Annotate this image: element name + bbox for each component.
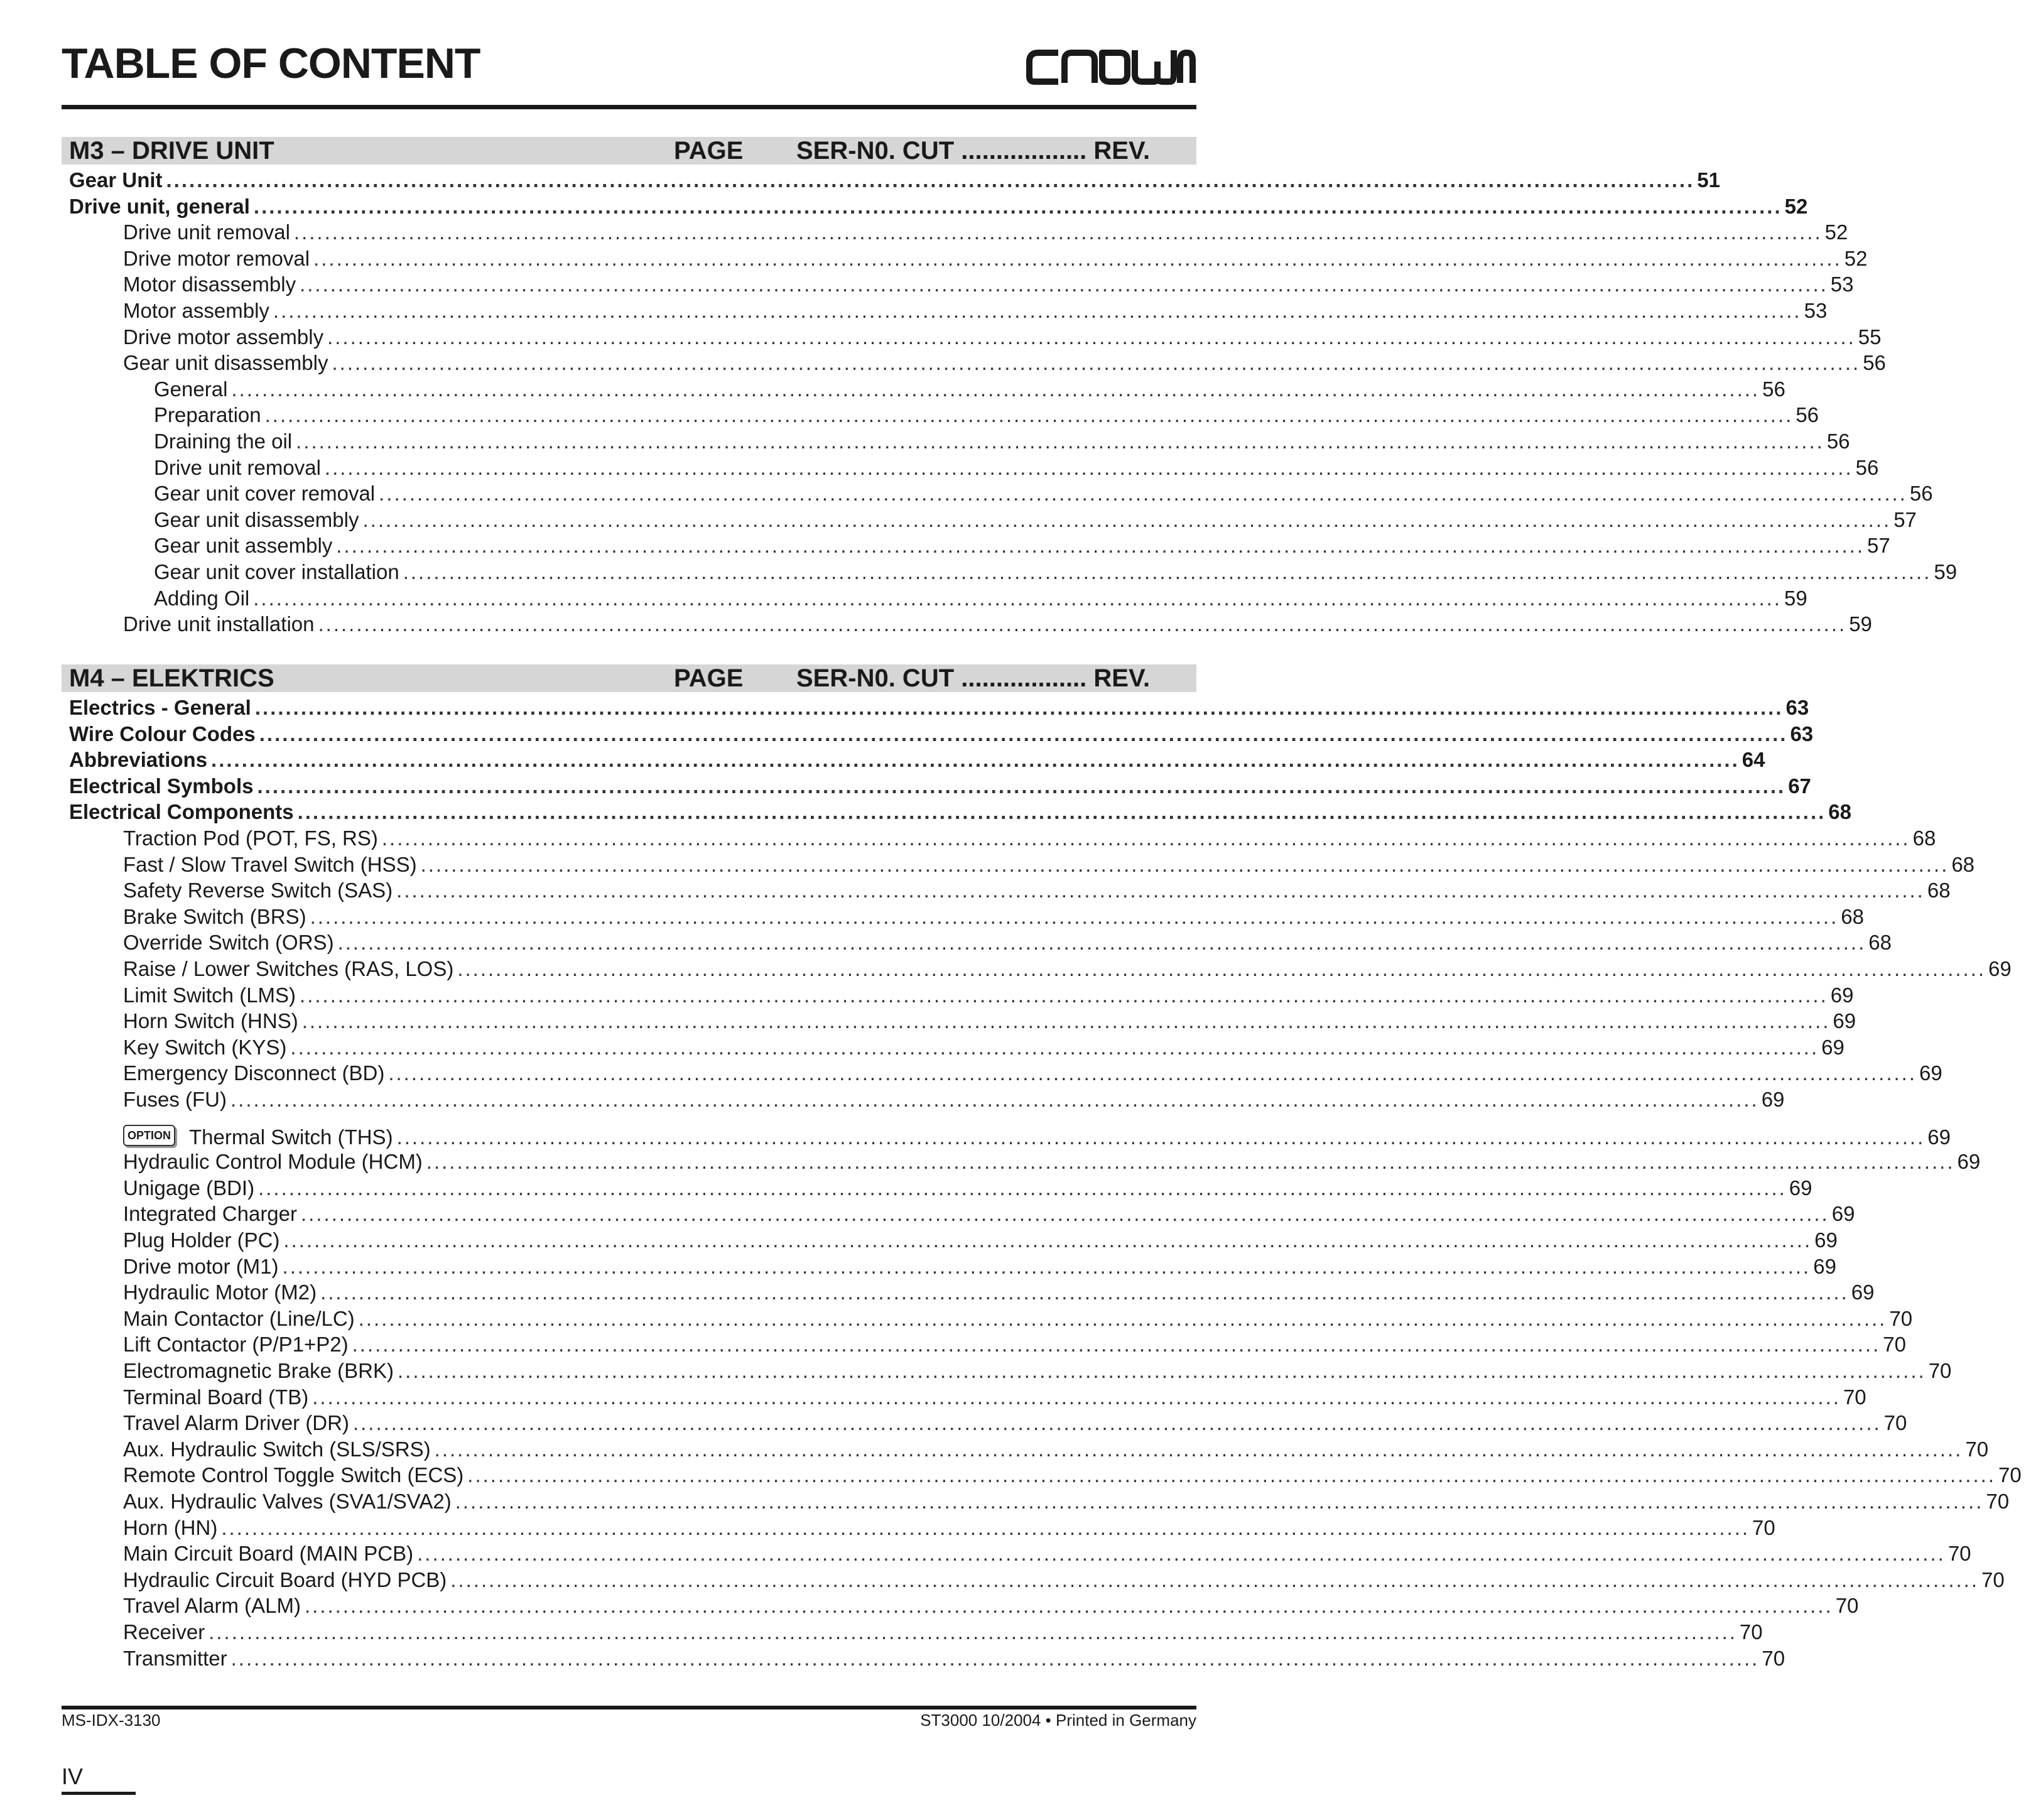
toc-entry-label — [123, 324, 323, 350]
footer-rule — [62, 1706, 1196, 1709]
toc-entry — [154, 455, 1879, 480]
toc-entry-label — [154, 428, 292, 454]
dot-leader: ........................................................................................................................................................................................................ — [273, 299, 1802, 322]
crown-logo — [1026, 45, 1196, 87]
toc-entry-text: Terminal Board (TB) — [123, 1385, 309, 1409]
dot-leader: ........................................................................................................................................................................................................ — [332, 351, 1861, 375]
toc-entry — [123, 219, 1848, 245]
toc-entry-page: 69 — [1919, 1061, 1942, 1085]
toc-entry-text: Key Switch (KYS) — [123, 1035, 287, 1059]
toc-entry-text: Travel Alarm Driver (DR) — [123, 1411, 349, 1435]
toc-entry-label — [123, 219, 290, 245]
toc-entry — [154, 376, 1785, 402]
dot-leader: ........................................................................................................................................................................................................ — [253, 586, 1782, 610]
toc-entry — [123, 1306, 1913, 1331]
dot-leader: ........................................................................................................................................................................................................ — [221, 1515, 1750, 1539]
toc-entry — [154, 533, 1890, 558]
toc-entry — [123, 1619, 1763, 1645]
toc-entry-label — [69, 747, 207, 772]
toc-entry-page: 69 — [1831, 1202, 1855, 1226]
dot-leader: ........................................................................................................................................................................................................ — [254, 696, 1784, 719]
toc-entry-page: 55 — [1858, 325, 1882, 349]
toc-entry-label — [123, 1645, 227, 1671]
toc-entry-text: Horn Switch (HNS) — [123, 1009, 298, 1033]
toc-entry-text: Drive unit installation — [123, 612, 315, 636]
toc-entry-label — [123, 1462, 463, 1488]
dot-leader: ........................................................................................................................................................................................................ — [336, 534, 1865, 558]
toc-entry-page: 69 — [1988, 957, 2012, 980]
dot-leader: ........................................................................................................................................................................................................ — [352, 1411, 1882, 1435]
toc-entry — [69, 747, 1765, 772]
toc-entry — [154, 402, 1819, 428]
toc-entry-page: 68 — [1927, 879, 1951, 902]
ser-no-cut-rev-label: SER-N0. CUT .................. REV. — [796, 137, 1151, 165]
toc-entry-page: 70 — [1965, 1437, 1989, 1461]
toc-entry-text: Drive motor removal — [123, 246, 310, 270]
toc-entry-text: Electrics - General — [69, 696, 251, 719]
toc-entry-label — [123, 1488, 452, 1514]
toc-entry-text: General — [154, 377, 228, 401]
toc-entry-page: 69 — [1813, 1254, 1836, 1278]
toc-entry-label — [123, 1201, 297, 1227]
dot-leader: ........................................................................................................................................................................................................ — [211, 748, 1740, 772]
toc-entry-page: 68 — [1828, 800, 1852, 824]
toc-entry-text: Gear unit assembly — [154, 534, 333, 558]
toc-entry-label — [69, 193, 250, 219]
toc-entry-label — [123, 929, 334, 955]
toc-entry-page: 57 — [1867, 534, 1890, 558]
toc-entry-page: 69 — [1830, 983, 1854, 1007]
toc-entry — [123, 1488, 2010, 1514]
toc-entry-page: 56 — [1863, 351, 1886, 375]
toc-entry-label — [123, 1384, 308, 1410]
toc-entry-page: 59 — [1849, 612, 1872, 636]
toc-entry-page: 69 — [1761, 1088, 1785, 1111]
toc-entry-page: 69 — [1814, 1228, 1838, 1252]
toc-entry-page: 68 — [1951, 852, 1975, 876]
toc-entry-page: 52 — [1784, 194, 1808, 218]
toc-entry-label — [154, 455, 321, 480]
toc-entry-text: Gear unit disassembly — [154, 507, 359, 531]
toc-entry — [154, 507, 1917, 533]
dot-leader: ........................................................................................................................................................................................................ — [300, 273, 1828, 296]
toc-entry-page: 70 — [1752, 1515, 1775, 1539]
dot-leader: ........................................................................................................................................................................................................ — [209, 1620, 1737, 1644]
toc-entry-label — [123, 1008, 298, 1034]
toc-entry — [123, 1227, 1838, 1253]
toc-entry-text: Drive unit removal — [154, 455, 321, 479]
toc-entry-text: Draining the oil — [154, 430, 293, 453]
toc-entry-text: Fast / Slow Travel Switch (HSS) — [123, 852, 417, 876]
dot-leader: ........................................................................................................................................................................................................ — [397, 1359, 1926, 1382]
toc-entry-page: 70 — [1739, 1620, 1763, 1644]
document-id: MS-IDX-3130 — [62, 1711, 161, 1730]
toc-entry-text: Remote Control Toggle Switch (ECS) — [123, 1463, 464, 1487]
dot-leader: ........................................................................................................................................................................................................ — [396, 1125, 1926, 1149]
toc-entry-label — [123, 1060, 384, 1086]
toc-entry-page: 70 — [1835, 1594, 1859, 1618]
section-m3-drive-unit — [62, 137, 1958, 636]
toc-entry — [123, 1175, 1812, 1201]
section-header — [62, 137, 1196, 165]
dot-leader: ........................................................................................................................................................................................................ — [379, 482, 1907, 506]
section-title: M4 – ELEKTRICS — [69, 664, 274, 692]
toc-entry-page: 69 — [1821, 1035, 1845, 1059]
toc-entry-text: Brake Switch (BRS) — [123, 904, 306, 928]
toc-entry-text: Electrical Components — [69, 800, 294, 824]
dot-leader: ........................................................................................................................................................................................................ — [300, 983, 1828, 1007]
toc-entry — [154, 480, 1933, 506]
dot-leader: ........................................................................................................................................................................................................ — [320, 1281, 1849, 1304]
dot-leader: ........................................................................................................................................................................................................ — [301, 1202, 1829, 1226]
toc-entry-text: Gear unit cover installation — [154, 560, 399, 583]
toc-entry-text: Gear Unit — [69, 168, 163, 192]
toc-entry — [123, 1567, 2005, 1593]
toc-entry-text: Drive motor assembly — [123, 325, 324, 349]
toc-entry — [123, 1279, 1875, 1305]
toc-entry-page: 70 — [1928, 1359, 1952, 1382]
page-column-label: PAGE — [674, 137, 744, 165]
toc-entry-label — [123, 982, 296, 1008]
toc-entry-label — [123, 1254, 279, 1279]
toc-entry-label — [69, 167, 163, 193]
toc-entry-label — [123, 1034, 286, 1060]
toc-entry-label — [123, 877, 393, 903]
toc-entry-page: 56 — [1796, 403, 1819, 427]
toc-entry-page: 53 — [1804, 299, 1828, 322]
toc-entry-text: Drive unit removal — [123, 220, 290, 244]
toc-entry — [123, 1515, 1775, 1541]
toc-entry-page: 52 — [1844, 246, 1868, 270]
toc-entry-label — [123, 1567, 447, 1593]
toc-entry-label — [123, 956, 453, 982]
toc-entry — [154, 428, 1850, 454]
toc-entry — [123, 1254, 1836, 1279]
dot-leader: ........................................................................................................................................................................................................ — [434, 1437, 1963, 1461]
toc-entry-label — [123, 1593, 301, 1618]
toc-entry-page: 69 — [1789, 1176, 1812, 1200]
toc-entry-label — [123, 298, 269, 323]
toc-entry-page: 56 — [1826, 430, 1850, 453]
toc-entry-text: Motor disassembly — [123, 273, 296, 296]
header-rule — [62, 105, 1196, 109]
dot-leader: ........................................................................................................................................................................................................ — [293, 220, 1823, 244]
toc-entry-page: 69 — [1851, 1281, 1875, 1304]
toc-entry-page: 70 — [1762, 1646, 1785, 1670]
toc-entry-label — [154, 559, 399, 585]
toc-entry — [69, 193, 1808, 219]
toc-entry-page: 56 — [1762, 377, 1785, 401]
toc-entry — [123, 1384, 1866, 1410]
dot-leader: ........................................................................................................................................................................................................ — [396, 879, 1925, 902]
toc-entry-text: Main Circuit Board (MAIN PCB) — [123, 1542, 414, 1566]
toc-entry-text: Lift Contactor (P/P1+P2) — [123, 1333, 349, 1357]
toc-entry-label — [123, 852, 417, 877]
toc-entry — [123, 982, 1854, 1008]
toc-entry — [123, 1358, 1952, 1384]
page-number: IV — [62, 1763, 84, 1789]
toc-entry-label — [123, 1541, 413, 1566]
toc-entry-label — [154, 376, 227, 402]
toc-entry-page: 59 — [1784, 586, 1807, 610]
toc-entry — [123, 350, 1886, 376]
toc-entry-page: 56 — [1909, 482, 1933, 506]
toc-entry-text: Raise / Lower Switches (RAS, LOS) — [123, 957, 454, 980]
toc-entry — [69, 799, 1852, 825]
section-m4-elektrics — [62, 664, 2022, 1670]
toc-entry-text: Limit Switch (LMS) — [123, 983, 296, 1007]
toc-entry-text: Traction Pod (POT, FS, RS) — [123, 826, 378, 850]
toc-entry — [123, 1086, 1785, 1112]
dot-leader: ........................................................................................................................................................................................................ — [296, 430, 1824, 453]
toc-entry — [123, 1645, 1785, 1671]
toc-entry-page: 70 — [1843, 1385, 1866, 1409]
dot-leader: ........................................................................................................................................................................................................ — [318, 612, 1847, 636]
toc-entry-page: 70 — [1883, 1333, 1907, 1357]
toc-entry-page: 52 — [1824, 220, 1848, 244]
toc-entry-text: Hydraulic Motor (M2) — [123, 1281, 317, 1304]
toc-entry-text: Preparation — [154, 403, 261, 427]
toc-entry-page: 70 — [1947, 1542, 1971, 1566]
toc-entry-page: 70 — [1986, 1490, 2010, 1513]
toc-entry — [123, 1060, 1942, 1086]
toc-entry-label — [69, 799, 294, 825]
toc-entry-label — [123, 1227, 279, 1253]
dot-leader: ........................................................................................................................................................................................................ — [362, 507, 1892, 531]
toc-entry-text: Gear unit cover removal — [154, 482, 376, 506]
toc-entry-text: Travel Alarm (ALM) — [123, 1594, 301, 1618]
dot-leader: ........................................................................................................................................................................................................ — [304, 1594, 1833, 1618]
toc-entry-label — [154, 402, 261, 428]
toc-entry-label — [123, 1175, 254, 1201]
option-badge-icon: OPTION — [123, 1125, 175, 1146]
page-column-label: PAGE — [674, 664, 744, 692]
ser-no-cut-rev-label: SER-N0. CUT .................. REV. — [796, 664, 1151, 692]
toc-entry-page: 59 — [1934, 560, 1958, 583]
toc-entry — [123, 324, 1882, 350]
toc-entry-label — [123, 1436, 431, 1462]
dot-leader: ........................................................................................................................................................................................................ — [381, 826, 1910, 850]
toc-entry-label — [123, 1515, 217, 1541]
toc-entry — [154, 559, 1958, 585]
print-info: ST3000 10/2004 • Printed in Germany — [920, 1711, 1196, 1730]
dot-leader: ........................................................................................................................................................................................................ — [258, 1176, 1787, 1200]
toc-entry — [123, 852, 1975, 877]
dot-leader: ........................................................................................................................................................................................................ — [301, 1009, 1831, 1033]
dot-leader: ........................................................................................................................................................................................................ — [312, 1385, 1841, 1409]
toc-entry-text: Receiver — [123, 1620, 205, 1644]
dot-leader: ........................................................................................................................................................................................................ — [166, 168, 1695, 192]
toc-entry — [123, 877, 1951, 903]
toc-entry-label — [154, 585, 249, 611]
toc-entry-page: 63 — [1790, 722, 1814, 745]
dot-leader: ........................................................................................................................................................................................................ — [259, 722, 1788, 745]
toc-entry-text: Horn (HN) — [123, 1515, 218, 1539]
dot-leader: ........................................................................................................................................................................................................ — [257, 774, 1786, 798]
dot-leader: ........................................................................................................................................................................................................ — [283, 1228, 1812, 1252]
toc-entry-label — [154, 507, 359, 533]
toc-entry-text: Transmitter — [123, 1646, 227, 1670]
toc-entry-label — [154, 533, 332, 558]
toc-entry-label — [123, 611, 314, 637]
toc-entry-page: 64 — [1742, 748, 1765, 772]
toc-entry-text: Unigage (BDI) — [123, 1176, 255, 1200]
toc-entry-page: 56 — [1855, 455, 1879, 479]
toc-entry-text: Safety Reverse Switch (SAS) — [123, 879, 393, 902]
toc-entry — [69, 167, 1720, 193]
toc-entry-label — [123, 1358, 394, 1384]
toc-entry-label — [123, 1149, 423, 1174]
toc-entry-page: 70 — [1981, 1568, 2005, 1591]
toc-entry-page: 51 — [1697, 168, 1720, 192]
toc-entry-page: 70 — [1998, 1463, 2022, 1487]
toc-entry-text: Gear unit disassembly — [123, 351, 328, 375]
dot-leader: ........................................................................................................................................................................................................ — [310, 904, 1839, 928]
toc-entry-text: Motor assembly — [123, 299, 269, 322]
dot-leader: ........................................................................................................................................................................................................ — [327, 325, 1856, 349]
dot-leader: ........................................................................................................................................................................................................ — [450, 1568, 1979, 1591]
toc-entry — [123, 611, 1872, 637]
toc-entry-label — [123, 904, 306, 929]
dot-leader: ........................................................................................................................................................................................................ — [264, 403, 1794, 427]
toc-entry — [123, 1593, 1859, 1618]
toc-entry-text: Electromagnetic Brake (BRK) — [123, 1359, 394, 1382]
toc-entry-label — [123, 1306, 355, 1331]
toc-entry-label — [69, 773, 253, 799]
toc-entry-text: Main Contactor (Line/LC) — [123, 1306, 355, 1330]
toc-entry-text: Override Switch (ORS) — [123, 931, 334, 955]
toc-entry — [123, 271, 1854, 297]
toc-entry-label — [123, 1086, 227, 1112]
dot-leader: ........................................................................................................................................................................................................ — [297, 800, 1826, 824]
dot-leader: ........................................................................................................................................................................................................ — [455, 1490, 1984, 1513]
dot-leader: ........................................................................................................................................................................................................ — [358, 1306, 1887, 1330]
toc-entry — [69, 721, 1814, 747]
toc-entry — [123, 1149, 1981, 1174]
dot-leader: ........................................................................................................................................................................................................ — [352, 1333, 1881, 1357]
toc-entry — [123, 929, 1892, 955]
toc-entry — [123, 1410, 1907, 1436]
toc-entry-text: Aux. Hydraulic Valves (SVA1/SVA2) — [123, 1490, 452, 1513]
toc-entry — [123, 904, 1864, 929]
toc-entry-label — [123, 1124, 393, 1151]
toc-entry-text: Aux. Hydraulic Switch (SLS/SRS) — [123, 1437, 431, 1461]
section-header — [62, 664, 1196, 692]
toc-entry-text: Plug Holder (PC) — [123, 1228, 280, 1252]
dot-leader: ........................................................................................................................................................................................................ — [230, 1646, 1760, 1670]
dot-leader: ........................................................................................................................................................................................................ — [467, 1463, 1996, 1487]
toc-entry-page: 70 — [1889, 1306, 1913, 1330]
toc-entry — [123, 1008, 1856, 1034]
toc-entry-page: 63 — [1785, 696, 1809, 719]
dot-leader: ........................................................................................................................................................................................................ — [324, 455, 1853, 479]
toc-entry-page: 69 — [1833, 1009, 1856, 1033]
dot-leader: ........................................................................................................................................................................................................ — [337, 931, 1866, 955]
dot-leader: ........................................................................................................................................................................................................ — [420, 852, 1949, 876]
dot-leader: ........................................................................................................................................................................................................ — [417, 1542, 1946, 1566]
toc-entry-text: Fuses (FU) — [123, 1088, 227, 1111]
dot-leader: ........................................................................................................................................................................................................ — [230, 1088, 1759, 1111]
toc-entry — [123, 1034, 1845, 1060]
toc-entry-page: 68 — [1841, 904, 1864, 928]
page-number-rule — [62, 1792, 136, 1795]
toc-entry-page: 67 — [1788, 774, 1811, 798]
toc-entry — [123, 825, 1936, 851]
toc-entry-label — [123, 271, 296, 297]
toc-entry-text: Thermal Switch (THS) — [189, 1125, 393, 1149]
toc-entry — [154, 585, 1807, 611]
toc-entry-label — [69, 721, 256, 747]
toc-entry-text: Wire Colour Codes — [69, 722, 256, 745]
toc-entry-text: Abbreviations — [69, 748, 208, 772]
toc-entry-text: Drive unit, general — [69, 194, 250, 218]
toc-entry-text: Electrical Symbols — [69, 774, 254, 798]
toc-entry — [69, 773, 1811, 799]
toc-entry — [123, 1124, 1951, 1150]
toc-entry — [69, 695, 1809, 720]
toc-entry-label — [154, 480, 375, 506]
dot-leader: ........................................................................................................................................................................................................ — [290, 1035, 1819, 1059]
toc-entry-label — [123, 825, 378, 851]
toc-entry-label — [123, 1331, 349, 1357]
toc-entry-label — [123, 1410, 349, 1436]
page-title: TABLE OF CONTENT — [62, 40, 480, 87]
dot-leader: ........................................................................................................................................................................................................ — [282, 1254, 1811, 1278]
toc-entry-text: Hydraulic Control Module (HCM) — [123, 1150, 423, 1174]
toc-entry — [123, 1331, 1907, 1357]
toc-entry-text: Emergency Disconnect (BD) — [123, 1061, 385, 1085]
toc-entry-text: Adding Oil — [154, 586, 250, 610]
toc-entry-label — [123, 246, 310, 271]
toc-entry-page: 69 — [1957, 1150, 1981, 1174]
toc-entry-text: Hydraulic Circuit Board (HYD PCB) — [123, 1568, 447, 1591]
dot-leader: ........................................................................................................................................................................................................ — [403, 560, 1932, 583]
dot-leader: ........................................................................................................................................................................................................ — [388, 1061, 1917, 1085]
toc-entry-label — [123, 1279, 317, 1305]
dot-leader: ........................................................................................................................................................................................................ — [457, 957, 1986, 980]
dot-leader: ........................................................................................................................................................................................................ — [313, 246, 1842, 270]
toc-entry — [123, 298, 1828, 323]
toc-entry — [123, 1201, 1855, 1227]
toc-entry — [123, 1462, 2022, 1488]
toc-entry-label — [123, 1619, 205, 1645]
toc-entry-page: 68 — [1868, 931, 1892, 955]
toc-entry-page: 69 — [1927, 1125, 1951, 1149]
toc-entry-label — [69, 695, 251, 720]
toc-entry-page: 70 — [1883, 1411, 1907, 1435]
toc-entry-text: Integrated Charger — [123, 1202, 298, 1226]
section-title: M3 – DRIVE UNIT — [69, 137, 274, 165]
dot-leader: ........................................................................................................................................................................................................ — [231, 377, 1760, 401]
toc-entry — [123, 1541, 1971, 1566]
toc-entry-label — [123, 350, 328, 376]
toc-entry-text: Drive motor (M1) — [123, 1254, 279, 1278]
toc-entry — [123, 956, 2012, 982]
dot-leader: ........................................................................................................................................................................................................ — [426, 1150, 1955, 1174]
toc-entry — [123, 246, 1868, 271]
toc-entry-page: 68 — [1912, 826, 1936, 850]
dot-leader: ........................................................................................................................................................................................................ — [253, 194, 1782, 218]
toc-entry-page: 53 — [1830, 273, 1854, 296]
toc-entry — [123, 1436, 1989, 1462]
toc-entry-page: 57 — [1893, 507, 1917, 531]
